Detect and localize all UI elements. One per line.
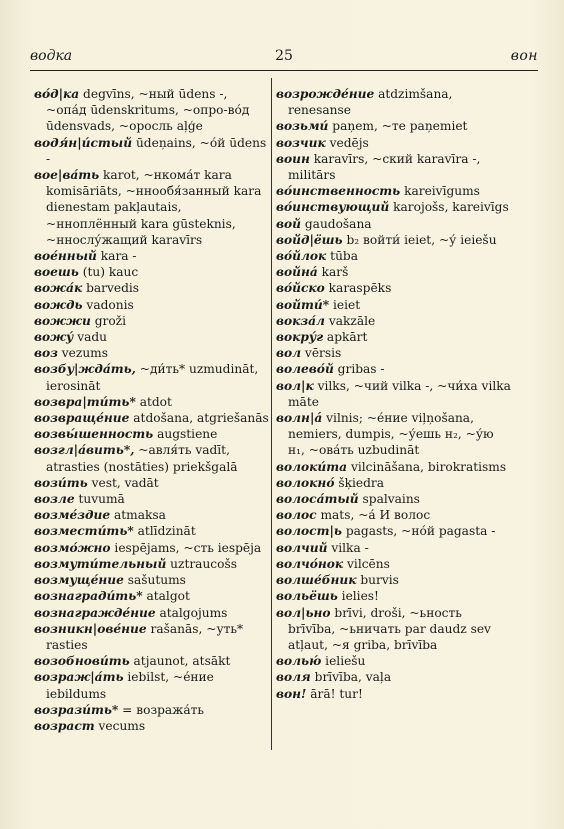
dictionary-entry: [276, 361, 512, 377]
dictionary-entry: [276, 556, 512, 572]
entry-headword: возникн|ове́ние: [34, 621, 147, 636]
dictionary-entry: [276, 329, 512, 345]
entry-translation: atdzimšana, renesanse: [288, 87, 453, 118]
entry-translation: kareivīgums: [400, 184, 480, 199]
entry-headword: возгл|а́вить*,: [34, 443, 135, 458]
dictionary-entry: [276, 507, 512, 523]
entry-translation: gaudošana: [301, 216, 372, 231]
entry-translation: ieiet: [329, 297, 361, 312]
dictionary-entry: [276, 653, 512, 669]
dictionary-entry: [276, 232, 512, 248]
dictionary-entry: [276, 216, 512, 232]
entry-headword: волокно́: [276, 475, 335, 490]
entry-translation: vadu: [73, 330, 108, 345]
entry-headword: вокза́л: [276, 313, 325, 328]
dictionary-entry: [34, 653, 270, 669]
dictionary-entry: [276, 86, 512, 118]
entry-translation: apkārt: [323, 330, 368, 345]
page-header: [30, 46, 538, 71]
dictionary-entry: [276, 118, 512, 134]
entry-translation: tūba: [326, 249, 358, 264]
entry-headword: волью́: [276, 654, 322, 669]
entry-headword: волчо́нок: [276, 556, 344, 571]
dictionary-entry: [276, 378, 512, 410]
entry-translation: ieliešu: [321, 654, 366, 669]
dictionary-entry: [34, 313, 270, 329]
entry-translation: sašutums: [123, 573, 186, 588]
entry-translation: rašanās, ~уть* rasties: [46, 621, 244, 652]
entry-translation: vadonis: [82, 297, 134, 312]
entry-headword: вождь: [34, 297, 83, 312]
dictionary-entry: [276, 410, 512, 459]
dictionary-entry: [34, 135, 270, 167]
entry-translation: atalgojums: [155, 605, 228, 620]
entry-headword: волше́бник: [276, 573, 357, 588]
dictionary-entry: [276, 345, 512, 361]
dictionary-entry: [276, 605, 512, 654]
entry-headword: волос: [276, 508, 317, 523]
entry-translation: karojošs, kareivīgs: [389, 200, 509, 215]
entry-headword: вое|ва́ть: [34, 168, 100, 183]
entry-headword: возбу|жда́ть,: [34, 362, 136, 377]
entry-headword: вол|ьно: [276, 605, 331, 620]
left-column: [34, 86, 270, 734]
entry-headword: вол: [276, 346, 302, 361]
dictionary-entry: [34, 361, 270, 393]
entry-translation: kara -: [96, 249, 137, 264]
entry-translation: = возража́ть: [118, 702, 205, 717]
entry-translation: atlīdzināt: [133, 524, 196, 539]
dictionary-entry: [276, 540, 512, 556]
entry-headword: воз: [34, 346, 58, 361]
dictionary-entry: [34, 86, 270, 135]
dictionary-entry: [34, 572, 270, 588]
entry-headword: вокру́г: [276, 330, 324, 345]
dictionary-entry: [34, 248, 270, 264]
entry-headword: возме́здие: [34, 508, 111, 523]
entry-headword: возраст: [34, 718, 95, 733]
entry-translation: vezums: [57, 346, 108, 361]
entry-translation: atdošana, atgriešanās: [129, 411, 269, 426]
entry-translation: šķiedra: [334, 475, 384, 490]
entry-translation: vest, vadāt: [87, 475, 159, 490]
entry-translation: brīvi, droši, ~ьность brīvība, ~ьничать par daudz sev atļaut, ~я griba, brīvība: [288, 605, 491, 652]
entry-translation: tuvumā: [74, 492, 125, 507]
entry-headword: волчий: [276, 540, 328, 555]
dictionary-entry: [276, 459, 512, 475]
entry-headword: вожу́: [34, 330, 74, 345]
entry-headword: во́д|ка: [34, 87, 80, 101]
entry-headword: возмути́тельный: [34, 556, 167, 571]
dictionary-entry: [276, 686, 512, 702]
header-left-word: водка: [30, 48, 73, 64]
dictionary-entry: [276, 199, 512, 215]
entry-headword: вози́ть: [34, 475, 88, 490]
entry-headword: волн|á: [276, 411, 323, 426]
entry-translation: atmaksa: [110, 508, 166, 523]
entry-translation: degvīns, ~ный ūdens -, ~опа́д ūdenskritums, ~опро-во́д ūdensvads, ~оросль aļģe: [46, 87, 250, 134]
entry-translation: vecums: [94, 718, 146, 733]
entry-headword: волоса́тый: [276, 492, 359, 507]
entry-translation: karavīrs, ~ский karavīra -, militārs: [288, 151, 481, 183]
entry-headword: воин: [276, 151, 310, 166]
entry-headword: во́инственность: [276, 184, 401, 199]
dictionary-entry: [276, 523, 512, 539]
entry-translation: ārā! tur!: [306, 686, 363, 701]
entry-headword: вожжи: [34, 313, 91, 328]
entry-headword: возчик: [276, 135, 326, 150]
dictionary-entry: [34, 605, 270, 621]
entry-translation: b₂ войти́ ieiet, ~у́ ieiešu: [342, 232, 497, 247]
entry-translation: vilks, ~чий vilka -, ~чи́ха vilka māte: [288, 378, 511, 409]
entry-headword: возрази́ть*: [34, 702, 119, 717]
entry-translation: ielies!: [337, 589, 379, 604]
right-column: [276, 86, 512, 702]
entry-translation: vakzāle: [324, 313, 376, 328]
entry-headword: возле: [34, 492, 75, 507]
entry-translation: vilcēns: [343, 556, 390, 571]
dictionary-entry: [276, 475, 512, 491]
entry-headword: воля: [276, 670, 311, 685]
dictionary-entry: [276, 151, 512, 183]
header-right-word: вон: [510, 48, 538, 64]
entry-translation: karš: [317, 265, 349, 280]
dictionary-entry: [276, 669, 512, 685]
entry-translation: mats, ~а́ И волос: [316, 508, 431, 523]
entry-translation: burvis: [356, 573, 399, 588]
entry-translation: iebilst, ~е́ние iebildums: [46, 670, 214, 701]
dictionary-entry: [276, 280, 512, 296]
entry-translation: karaspēks: [324, 281, 392, 296]
entry-headword: войнá: [276, 265, 318, 280]
entry-headword: во́йлок: [276, 249, 327, 264]
dictionary-entry: [34, 167, 270, 248]
entry-headword: вознагражде́ние: [34, 605, 156, 620]
entry-translation: vilka -: [327, 540, 369, 555]
entry-translation: ūdeņains, ~о́й ūdens -: [46, 135, 267, 166]
entry-headword: вожа́к: [34, 281, 83, 296]
dictionary-entry: [276, 297, 512, 313]
dictionary-entry: [276, 183, 512, 199]
dictionary-entry: [34, 329, 270, 345]
entry-headword: вон!: [276, 686, 307, 701]
entry-headword: вой: [276, 216, 301, 231]
entry-headword: вол|к: [276, 378, 314, 393]
entry-headword: возьми́: [276, 119, 329, 134]
entry-translation: ~ди́ть* uzmudināt, ierosināt: [46, 362, 259, 393]
dictionary-entry: [34, 426, 270, 442]
entry-headword: возвра|ти́ть*: [34, 394, 136, 409]
entry-headword: вольёшь: [276, 589, 338, 604]
dictionary-entry: [34, 394, 270, 410]
entry-translation: vilnis; ~е́ние viļņošana, nemiers, dumpis, ~у́ешь н₂, ~у́ю н₁, ~ова́ть uzbudināt: [288, 411, 494, 458]
entry-translation: uztraucošs: [166, 556, 237, 571]
dictionary-entry: [34, 264, 270, 280]
entry-headword: водя́н|и́стый: [34, 135, 133, 150]
entry-translation: (tu) kauc: [78, 265, 139, 280]
entry-headword: возраж|а́ть: [34, 670, 124, 685]
entry-translation: vērsis: [301, 346, 342, 361]
dictionary-entry: [34, 523, 270, 539]
entry-headword: возрожде́ние: [276, 87, 375, 101]
entry-headword: возвраще́ние: [34, 411, 130, 426]
dictionary-entry: [276, 491, 512, 507]
entry-translation: barvedis: [82, 281, 140, 296]
entry-translation: iespējams, ~сть iespēja: [110, 540, 262, 555]
entry-headword: вознагради́ть*: [34, 589, 143, 604]
dictionary-entry: [34, 507, 270, 523]
entry-translation: brīvība, vaļa: [310, 670, 392, 685]
entry-translation: vedējs: [325, 135, 369, 150]
entry-translation: groži: [90, 313, 126, 328]
entry-headword: волево́й: [276, 362, 334, 377]
dictionary-entry: [34, 345, 270, 361]
column-divider: [271, 78, 272, 750]
entry-translation: pagasts, ~но́й pagasta -: [341, 524, 496, 539]
dictionary-entry: [34, 556, 270, 572]
dictionary-entry: [34, 588, 270, 604]
entry-headword: во́йско: [276, 281, 325, 296]
entry-headword: вое́нный: [34, 249, 97, 264]
entry-translation: karot, ~нкома́т kara komisāriāts, ~нноoбя́занный kara dienestam pakļautais, ~нноплённый kara gūsteknis, ~нноcлу́жащий karavīrs: [46, 168, 262, 247]
entry-translation: atdot: [135, 394, 172, 409]
dictionary-entry: [34, 718, 270, 734]
dictionary-entry: [34, 442, 270, 474]
dictionary-entry: [276, 588, 512, 604]
dictionary-entry: [34, 702, 270, 718]
dictionary-entry: [276, 248, 512, 264]
entry-translation: paņem, ~те paņemiet: [328, 119, 468, 134]
dictionary-entry: [34, 280, 270, 296]
entry-translation: augstiene: [153, 427, 218, 442]
dictionary-entry: [34, 540, 270, 556]
entry-headword: волоки́та: [276, 459, 348, 474]
entry-headword: возмести́ть*: [34, 524, 134, 539]
dictionary-entry: [34, 621, 270, 653]
entry-headword: возвы́шенность: [34, 427, 154, 442]
entry-translation: atjaunot, atsākt: [129, 654, 231, 669]
entry-headword: во́инствующий: [276, 200, 390, 215]
entry-translation: gribas -: [333, 362, 385, 377]
dictionary-entry: [276, 264, 512, 280]
entry-translation: spalvains: [358, 492, 420, 507]
dictionary-entry: [34, 410, 270, 426]
page-number: 25: [275, 48, 293, 64]
entry-headword: воешь: [34, 265, 79, 280]
dictionary-entry: [34, 491, 270, 507]
entry-translation: ~авля́ть vadīt, atrasties (nostāties) priekšgalā: [46, 443, 238, 474]
entry-headword: волост|ь: [276, 524, 342, 539]
dictionary-entry: [276, 135, 512, 151]
entry-translation: atalgot: [142, 589, 190, 604]
entry-headword: войти́*: [276, 297, 330, 312]
entry-headword: вой́д|ёшь: [276, 232, 343, 247]
dictionary-entry: [34, 475, 270, 491]
dictionary-entry: [34, 669, 270, 701]
entry-headword: возмуще́ние: [34, 573, 124, 588]
entry-headword: возобнови́ть: [34, 654, 130, 669]
dictionary-entry: [276, 572, 512, 588]
dictionary-entry: [34, 297, 270, 313]
entry-translation: vilcināšana, birokratisms: [347, 459, 507, 474]
entry-headword: возмо́жно: [34, 540, 111, 555]
dictionary-entry: [276, 313, 512, 329]
